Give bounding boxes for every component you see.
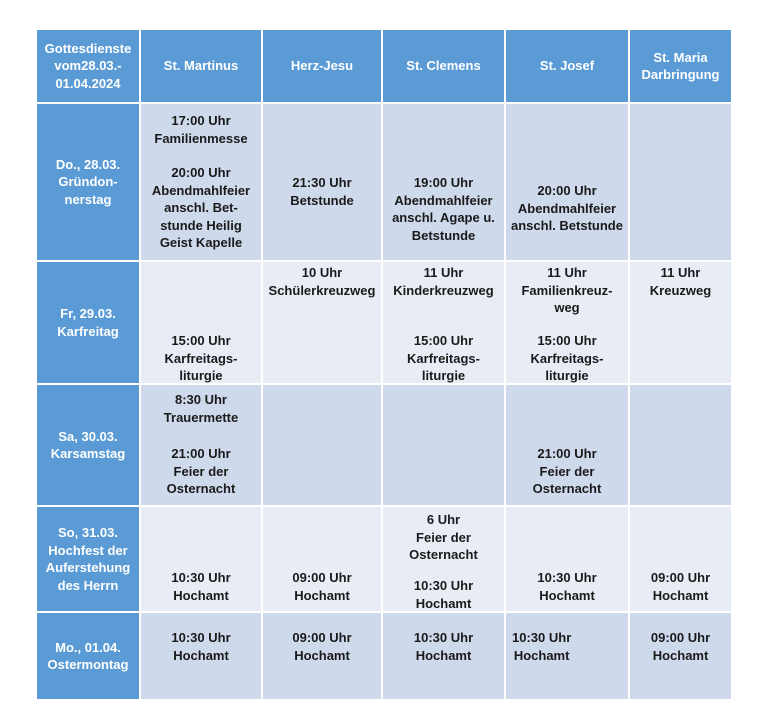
schedule-table <box>35 28 733 701</box>
service-entry: 21:00 Uhr Feier der Osternacht <box>532 446 602 496</box>
church-header: St. Josef <box>505 29 629 103</box>
schedule-cell <box>140 506 262 612</box>
service-entry: 21:30 Uhr Betstunde <box>290 175 354 208</box>
day-label: Mo., 01.04. Ostermontag <box>36 612 140 700</box>
schedule-cell <box>262 506 382 612</box>
service-entry: 09:00 Uhr Hochamt <box>292 630 352 663</box>
service-entry: 15:00 Uhr Karfreitags- liturgie <box>530 333 604 383</box>
service-entry: 10:30 Uhr Hochamt <box>537 570 597 603</box>
service-entry: 09:00 Uhr Hochamt <box>650 570 711 603</box>
schedule-cell <box>505 612 629 700</box>
header-row <box>36 29 732 103</box>
church-header: Herz-Jesu <box>262 29 382 103</box>
day-label: Sa, 30.03. Karsamstag <box>36 384 140 506</box>
schedule-cell <box>382 261 505 384</box>
schedule-cell <box>262 612 382 700</box>
service-entry: 10:30 Uhr Hochamt <box>413 630 474 663</box>
day-label: Fr, 29.03. Karfreitag <box>36 261 140 384</box>
schedule-cell <box>505 261 629 384</box>
corner-header: Gottesdienste vom28.03.- 01.04.2024 <box>36 29 140 103</box>
schedule-cell <box>140 261 262 384</box>
schedule-cell <box>262 103 382 261</box>
schedule-cell <box>382 506 505 612</box>
service-entry: 21:00 Uhr Feier der Osternacht <box>166 446 236 496</box>
table-row <box>36 506 732 612</box>
table-row <box>36 384 732 506</box>
schedule-cell <box>262 261 382 384</box>
schedule-cell <box>505 103 629 261</box>
service-entry: 8:30 Uhr Trauermette <box>163 392 239 425</box>
service-entry: 20:00 Uhr Abendmahlfeier anschl. Betstunde <box>511 183 623 233</box>
service-entry: 10 Uhr Schülerkreuzweg <box>268 265 376 298</box>
service-entry: 10:30 Uhr Hochamt <box>171 570 231 603</box>
schedule-cell <box>629 506 732 612</box>
schedule-cell <box>629 612 732 700</box>
schedule-cell <box>629 103 732 261</box>
church-header: St. Clemens <box>382 29 505 103</box>
service-entry: 11 Uhr Familienkreuz- weg <box>521 265 613 315</box>
service-entry: 20:00 Uhr Abendmahlfeier anschl. Bet- stunde Heilig Geist Kapelle <box>151 165 251 250</box>
schedule-cell <box>505 384 629 506</box>
service-entry: 17:00 Uhr Familienmesse <box>154 113 248 146</box>
service-entry: 10:30 Uhr Hochamt <box>512 630 572 663</box>
day-label: Do., 28.03. Gründon- nerstag <box>36 103 140 261</box>
service-entry: 10:30 Uhr Hochamt <box>171 630 231 663</box>
service-entry: 15:00 Uhr Karfreitags- liturgie <box>164 333 238 383</box>
table-row <box>36 103 732 261</box>
service-entry: 6 Uhr Feier der Osternacht <box>409 512 478 562</box>
schedule-cell <box>140 384 262 506</box>
schedule-cell <box>629 261 732 384</box>
schedule-cell <box>140 103 262 261</box>
schedule-cell <box>629 384 732 506</box>
schedule-cell <box>505 506 629 612</box>
service-entry: 15:00 Uhr Karfreitags- liturgie <box>407 333 480 383</box>
church-header: St. Maria Darbringung <box>629 29 732 103</box>
service-entry: 19:00 Uhr Abendmahlfeier anschl. Agape u. Betstunde <box>392 175 495 243</box>
schedule-cell <box>382 612 505 700</box>
church-header: St. Martinus <box>140 29 262 103</box>
schedule-cell <box>382 384 505 506</box>
service-entry: 11 Uhr Kreuzweg <box>649 265 712 298</box>
schedule-cell <box>382 103 505 261</box>
day-label: So, 31.03. Hochfest der Auferstehung des Herrn <box>36 506 140 612</box>
service-entry: 11 Uhr Kinderkreuzweg <box>393 265 494 298</box>
schedule-cell <box>140 612 262 700</box>
table-row <box>36 612 732 700</box>
service-entry: 09:00 Uhr Hochamt <box>650 630 711 663</box>
service-entry: 09:00 Uhr Hochamt <box>292 570 352 603</box>
schedule-cell <box>262 384 382 506</box>
service-entry: 10:30 Uhr Hochamt <box>413 578 474 611</box>
table-row <box>36 261 732 384</box>
